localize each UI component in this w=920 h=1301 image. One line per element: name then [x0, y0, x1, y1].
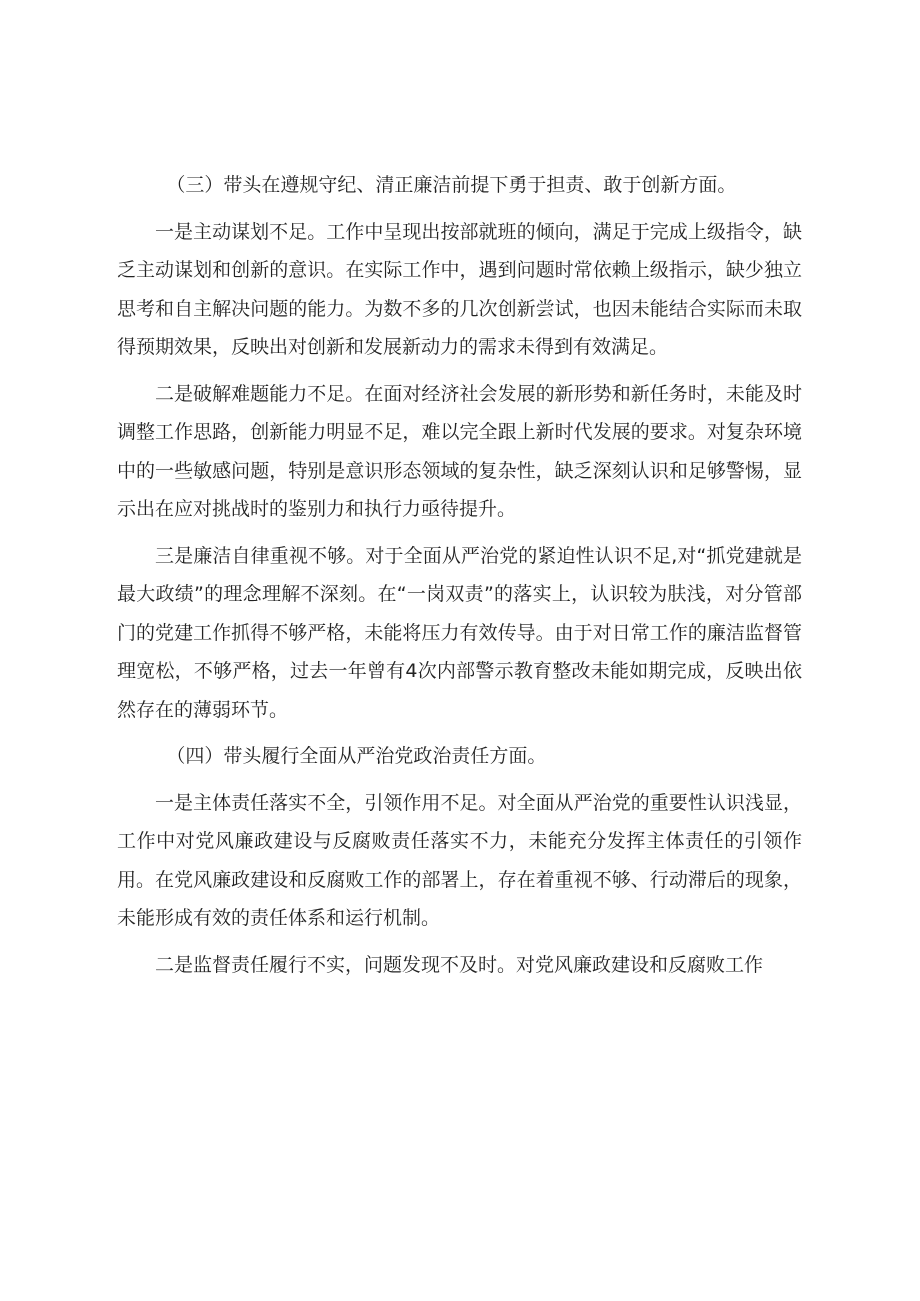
- section-heading-4: （四）带头履行全面从严治党政治责任方面。: [166, 745, 547, 767]
- paragraph-integrity-self-discipline: 三是廉洁自律重视不够。对于全面从严治党的紧迫性认识不足,对“抓党建就是最大政绩”的理念理解不深刻。在“一岗双责”的落实上，认识较为肤浅，对分管部门的党建工作抓得不够严格，未能将压力有效传导。由于对日常工作的廉洁监督管理宽松，不够严格，过去一年曾有4次内部警示教育整改未能如期完成，反映出依然存在的薄弱环节。: [117, 544, 802, 721]
- document-body: [117, 166, 802, 984]
- section-heading-3: （三）带头在遵规守纪、清正廉洁前提下勇于担责、敢于创新方面。: [166, 174, 737, 196]
- paragraph-supervision-responsibility: 二是监督责任履行不实，问题发现不及时。对党风廉政建设和反腐败工作: [155, 953, 764, 976]
- paragraph-initiative-planning: 一是主动谋划不足。工作中呈现出按部就班的倾向，满足于完成上级指令，缺乏主动谋划和创新的意识。在实际工作中，遇到问题时常依赖上级指示，缺少独立思考和自主解决问题的能力。为数不多的几次创新尝试，也因未能结合实际而未取得预期效果，反映出对创新和发展新动力的需求未得到有效满足。: [117, 220, 802, 358]
- paragraph-problem-solving: 二是破解难题能力不足。在面对经济社会发展的新形势和新任务时，未能及时调整工作思路，创新能力明显不足，难以完全跟上新时代发展的要求。对复杂环境中的一些敏感问题，特别是意识形态领域的复杂性，缺乏深刻认识和足够警惕，显示出在应对挑战时的鉴别力和执行力亟待提升。: [117, 382, 802, 520]
- paragraph-main-responsibility: 一是主体责任落实不全，引领作用不足。对全面从严治党的重要性认识浅显，工作中对党风廉政建设与反腐败责任落实不力，未能充分发挥主体责任的引领作用。在党风廉政建设和反腐败工作的部署上，存在着重视不够、行动滞后的现象，未能形成有效的责任体系和运行机制。: [117, 791, 802, 929]
